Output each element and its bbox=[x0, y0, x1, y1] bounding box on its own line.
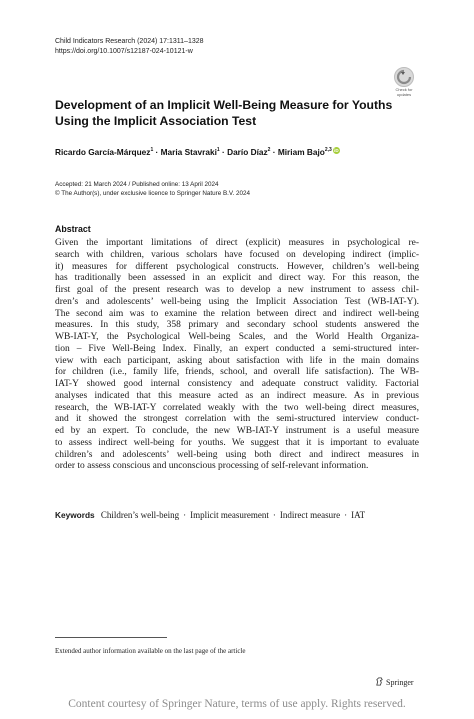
author-name[interactable]: Darío Díaz bbox=[227, 147, 268, 157]
keyword-separator: · bbox=[272, 510, 276, 520]
badge-label-2: updates bbox=[396, 92, 412, 98]
journal-citation: Child Indicators Research (2024) 17:1311–1328 bbox=[55, 38, 204, 45]
abstract-line: research, the WB-IAT-Y correlated weakly with the two well-being direct measures, bbox=[55, 402, 419, 413]
courtesy-notice: Content courtesy of Springer Nature, terms of use apply. Rights reserved. bbox=[68, 698, 406, 710]
article-title bbox=[55, 97, 415, 129]
author-separator: · bbox=[272, 147, 276, 157]
keyword: Children’s well-being bbox=[100, 510, 180, 520]
author-separator: · bbox=[155, 147, 159, 157]
abstract-line: for children (i.e., family life, friends, school, and overall life satisfaction). The WB- bbox=[55, 367, 419, 378]
author-separator: · bbox=[222, 147, 225, 157]
abstract-line: Given the important limitations of direct (explicit) measures in psychological re- bbox=[55, 238, 419, 248]
abstract-line: WB-IAT-Y, the Psychological Well-being Scales, and the World Health Organiza- bbox=[55, 332, 419, 342]
abstract-line: it) measures for different psychological constructs. However, children’s well-being bbox=[55, 261, 419, 272]
keyword: Indirect measure bbox=[279, 510, 341, 520]
check-for-updates-badge[interactable] bbox=[390, 67, 418, 99]
abstract-line: IAT-Y showed good internal consistency and adequate construct validity. Factorial bbox=[55, 379, 419, 389]
abstract-line: measures. In this study, 358 primary and secondary school students answered the bbox=[55, 320, 419, 331]
keyword-separator: · bbox=[344, 510, 348, 520]
springer-horse-icon bbox=[375, 677, 384, 686]
keywords-line bbox=[55, 510, 365, 520]
publication-dates bbox=[55, 180, 250, 198]
abstract-line: view with each participant, asking about satisfaction with life in the main domains bbox=[55, 355, 419, 366]
abstract-line: dren’s and adolescents’ well-being using the Implicit Association Test (WB-IAT-Y). bbox=[55, 296, 419, 307]
author-name[interactable]: Miriam Bajo bbox=[277, 147, 325, 157]
keywords-label: Keywords bbox=[55, 510, 95, 520]
abstract-line: tion – Five Well-Being Index. Finally, an expert conducted a semi-structured inter- bbox=[55, 343, 419, 354]
abstract-line: analyses indicated that this measure acted as an indirect measure. As in previous bbox=[55, 390, 419, 401]
keyword: Implicit measurement bbox=[190, 510, 269, 520]
abstract-line: order to assess conscious and unconscious processing of self-relevant information. bbox=[55, 461, 369, 472]
doi-link[interactable]: https://doi.org/10.1007/s12187-024-10121-w bbox=[55, 47, 193, 55]
badge-label-1: Check for bbox=[395, 87, 413, 92]
publisher-name: Springer bbox=[386, 678, 414, 687]
author-affiliation: 1 bbox=[216, 147, 220, 153]
abstract-line: has traditionally been assessed in an explicit and direct way. For this reason, the bbox=[55, 273, 419, 284]
abstract-line: ed by an expert. To conclude, the new WB-IAT-Y instrument is a useful measure bbox=[55, 426, 419, 436]
accepted-published: Accepted: 21 March 2024 / Published online: 13 April 2024 bbox=[55, 181, 219, 188]
orcid-icon[interactable]: iD bbox=[334, 148, 339, 153]
author-affiliation: 1 bbox=[150, 147, 154, 153]
title-line-2: Using the Implicit Association Test bbox=[55, 114, 257, 128]
abstract-line: and it showed the strongest correlation with the semi-structured interview conduct- bbox=[55, 414, 419, 425]
author-affiliation: 2 bbox=[267, 147, 271, 153]
abstract-body bbox=[55, 238, 419, 473]
keyword: IAT bbox=[351, 510, 366, 520]
abstract-line: The second aim was to examine the relation between direct and indirect well-being bbox=[55, 308, 419, 319]
title-line-1: Development of an Implicit Well-Being Measure for Youths bbox=[55, 98, 393, 112]
keyword-separator: · bbox=[183, 510, 187, 520]
abstract-line: search with children, various scholars have focused on developing indirect (implic- bbox=[55, 249, 419, 260]
abstract-line: to assess indirect well-being for youths. We suggest that it is important to evaluate bbox=[55, 437, 419, 448]
author-name[interactable]: Maria Stavraki bbox=[160, 147, 217, 157]
footnote-rule bbox=[55, 637, 167, 638]
publisher-logo bbox=[375, 677, 414, 687]
abstract-heading: Abstract bbox=[55, 224, 91, 234]
footnote: Extended author information available on the last page of the article bbox=[55, 647, 246, 655]
check-for-updates-icon bbox=[394, 67, 414, 87]
author-affiliation: 2,3 bbox=[324, 147, 332, 153]
journal-header bbox=[55, 37, 204, 56]
author-name[interactable]: Ricardo García-Márquez bbox=[55, 147, 151, 157]
author-list bbox=[55, 147, 340, 157]
abstract-line: children’s and adolescents’ well-being using both direct and indirect measures in bbox=[55, 449, 419, 460]
abstract-line: first goal of the present research was to develop a new instrument to assess chil- bbox=[55, 285, 419, 295]
copyright-notice: © The Author(s), under exclusive licence to Springer Nature B.V. 2024 bbox=[55, 190, 251, 197]
